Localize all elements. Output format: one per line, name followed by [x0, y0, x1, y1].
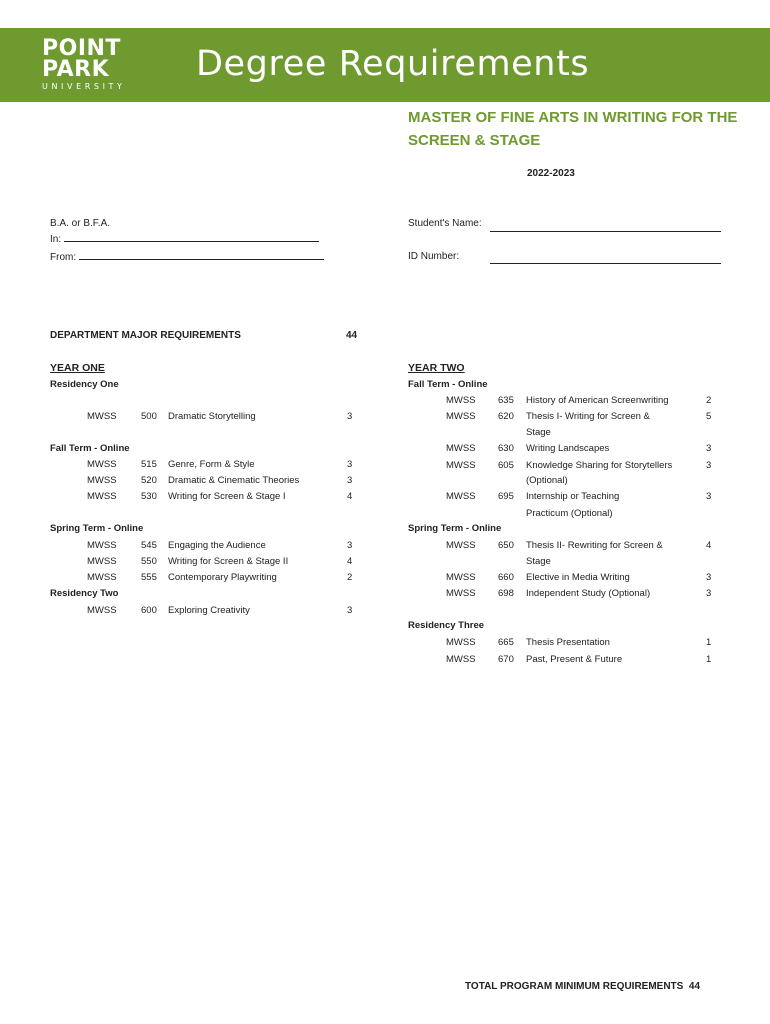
logo-line-1: POINT [42, 36, 121, 61]
y2-fall-term-heading: Fall Term - Online [408, 379, 488, 390]
from-field[interactable] [50, 250, 330, 266]
course-credits: 3 [706, 572, 712, 583]
course-name: Thesis I- Writing for Screen & [526, 411, 650, 422]
total-requirements [465, 981, 700, 992]
residency-three-heading: Residency Three [408, 620, 485, 631]
course-name: Past, Present & Future [526, 654, 623, 665]
course-number: 650 [498, 540, 514, 551]
course-dept: MWSS [87, 411, 117, 422]
course-credits: 3 [706, 443, 712, 454]
course-name: Dramatic & Cinematic Theories [168, 475, 300, 486]
course-dept: MWSS [87, 459, 117, 470]
course-row [0, 458, 770, 474]
academic-year: 2022-2023 [527, 168, 575, 179]
course-number: 620 [498, 411, 514, 422]
course-dept: MWSS [446, 395, 476, 406]
course-credits: 3 [347, 475, 353, 486]
id-number-label: ID Number: [408, 251, 460, 262]
residency-two-heading: Residency Two [50, 588, 119, 599]
course-dept: MWSS [87, 605, 117, 616]
spring-term-heading: Spring Term - Online [50, 523, 144, 534]
course-row [0, 473, 380, 489]
header-banner [0, 28, 770, 102]
course-credits: 3 [347, 411, 353, 422]
course-number: 520 [141, 475, 157, 486]
total-requirements-value: 44 [688, 981, 701, 992]
course-dept: MWSS [87, 540, 117, 551]
course-number: 695 [498, 491, 514, 502]
logo-line-3: UNIVERSITY [42, 82, 126, 91]
course-name: Elective in Media Writing [526, 572, 630, 583]
degree-label: B.A. or B.F.A. [50, 218, 111, 229]
course-number: 550 [141, 556, 157, 567]
course-name: Internship or Teaching [526, 491, 620, 502]
course-row [0, 635, 770, 651]
course-name: Writing Landscapes [526, 443, 610, 454]
total-requirements-label: TOTAL PROGRAM MINIMUM REQUIREMENTS [465, 981, 684, 992]
course-row [0, 441, 770, 457]
course-name: Writing for Screen & Stage I [168, 491, 286, 502]
course-credits: 1 [706, 654, 712, 665]
course-number: 605 [498, 460, 514, 471]
course-credits: 3 [706, 588, 712, 599]
course-name: Thesis Presentation [526, 637, 610, 648]
course-number: 600 [141, 605, 157, 616]
course-number: 660 [498, 572, 514, 583]
course-name: Thesis II- Rewriting for Screen & [526, 540, 663, 551]
fall-term-heading: Fall Term - Online [50, 443, 130, 454]
in-field[interactable] [50, 232, 325, 248]
id-number-field[interactable] [490, 263, 721, 264]
course-name-continued: (Optional) [526, 475, 568, 486]
university-logo [42, 38, 126, 91]
course-dept: MWSS [87, 572, 117, 583]
course-credits: 3 [347, 459, 353, 470]
course-name: Exploring Creativity [168, 605, 250, 616]
department-requirements-total: 44 [346, 330, 358, 341]
course-name: Engaging the Audience [168, 540, 266, 551]
course-credits: 2 [347, 572, 353, 583]
course-number: 545 [141, 540, 157, 551]
course-dept: MWSS [446, 491, 476, 502]
course-row [0, 603, 380, 619]
page-title: Degree Requirements [196, 44, 590, 84]
course-credits: 3 [347, 540, 353, 551]
course-dept: MWSS [446, 540, 476, 551]
course-credits: 3 [706, 491, 712, 502]
course-credits: 4 [347, 556, 353, 567]
course-name: Contemporary Playwriting [168, 572, 277, 583]
course-credits: 4 [347, 491, 353, 502]
year-two-heading: YEAR TWO [408, 362, 465, 374]
course-number: 665 [498, 637, 514, 648]
course-number: 555 [141, 572, 157, 583]
course-row [0, 554, 380, 570]
course-number: 630 [498, 443, 514, 454]
course-credits: 3 [706, 460, 712, 471]
year-one-heading: YEAR ONE [50, 362, 105, 374]
course-dept: MWSS [87, 475, 117, 486]
course-number: 670 [498, 654, 514, 665]
course-dept: MWSS [446, 443, 476, 454]
y2-spring-term-heading: Spring Term - Online [408, 523, 502, 534]
department-requirements-label: DEPARTMENT MAJOR REQUIREMENTS [50, 330, 241, 341]
course-name: History of American Screenwriting [526, 395, 669, 406]
course-dept: MWSS [446, 588, 476, 599]
program-title: MASTER OF FINE ARTS IN WRITING FOR THE SCREEN & STAGE [408, 109, 738, 149]
residency-one-heading: Residency One [50, 379, 119, 390]
course-credits: 2 [706, 395, 712, 406]
course-number: 698 [498, 588, 514, 599]
course-name-continued: Stage [526, 427, 551, 438]
course-dept: MWSS [446, 460, 476, 471]
in-line [64, 232, 319, 242]
student-name-field[interactable] [490, 231, 721, 232]
logo-line-2: PARK [42, 57, 110, 82]
course-credits: 5 [706, 411, 712, 422]
course-number: 530 [141, 491, 157, 502]
course-name-continued: Practicum (Optional) [526, 508, 613, 519]
course-row [0, 652, 770, 668]
course-name: Writing for Screen & Stage II [168, 556, 289, 567]
course-dept: MWSS [446, 572, 476, 583]
course-credits: 3 [347, 605, 353, 616]
course-name: Knowledge Sharing for Storytellers [526, 460, 673, 471]
course-dept: MWSS [446, 637, 476, 648]
course-name: Genre, Form & Style [168, 459, 255, 470]
student-name-label: Student's Name: [408, 218, 482, 229]
from-label: From: [50, 252, 77, 263]
course-name: Dramatic Storytelling [168, 411, 256, 422]
course-number: 515 [141, 459, 157, 470]
course-dept: MWSS [446, 654, 476, 665]
course-number: 635 [498, 395, 514, 406]
course-row [0, 393, 770, 409]
course-row [0, 586, 770, 602]
course-row [0, 538, 770, 554]
course-row [0, 570, 770, 586]
course-number: 500 [141, 411, 157, 422]
course-name-continued: Stage [526, 556, 551, 567]
course-dept: MWSS [87, 556, 117, 567]
course-credits: 4 [706, 540, 712, 551]
in-label: In: [50, 234, 62, 245]
course-row [0, 409, 770, 425]
course-dept: MWSS [446, 411, 476, 422]
from-line [79, 250, 324, 260]
course-credits: 1 [706, 637, 712, 648]
course-name: Independent Study (Optional) [526, 588, 651, 599]
course-dept: MWSS [87, 491, 117, 502]
course-row [0, 489, 770, 505]
